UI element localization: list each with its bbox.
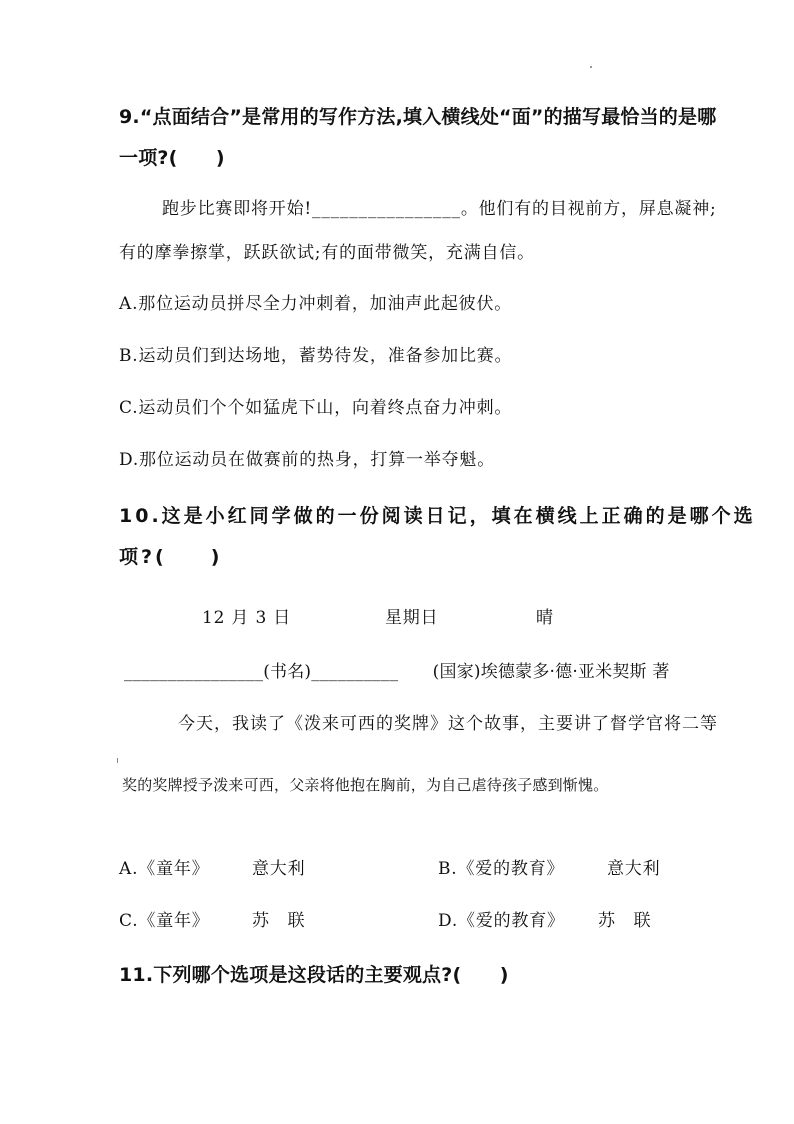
question-10-option-a-book: A.《童年》 [119,859,210,879]
question-10-title-line-1: 10.这是小红同学做的一份阅读日记，填在横线上正确的是哪个选 [119,505,756,527]
diary-weather: 晴 [536,608,554,628]
question-10-option-b-country: 意大利 [607,859,661,879]
question-10-option-d-country: 苏 联 [598,911,652,931]
question-11-title: 11.下列哪个选项是这段话的主要观点?( ) [119,964,509,986]
diary-date: 12 月 3 日 [202,608,292,628]
question-10-option-d-book: D.《爱的教育》 [438,911,565,931]
diary-weekday: 星期日 [385,608,439,628]
question-9-option-d: D.那位运动员在做赛前的热身，打算一举夺魁。 [119,450,496,470]
question-9-option-b: B.运动员们到达场地，蓄势待发，准备参加比赛。 [119,346,513,366]
diary-book-line: ________________(书名)__________ (国家)埃德蒙多·德·亚米契斯 著 [124,662,670,682]
diary-content-line-1: 今天，我读了《泼来可西的奖牌》这个故事，主要讲了督学官将二等 [178,714,718,734]
question-10-option-b-book: B.《爱的教育》 [438,859,565,879]
page-margin-mark [117,758,118,763]
question-9-passage-line-1: 跑步比赛即将开始!________________。他们有的目视前方，屏息凝神; [162,199,717,219]
question-10-option-c-book: C.《童年》 [119,911,210,931]
question-10-option-c-country: 苏 联 [252,911,306,931]
question-10-option-a-country: 意大利 [252,859,306,879]
question-10-title-line-2: 项?( ) [119,546,223,568]
diary-content-line-2: 奖的奖牌授予泼来可西，父亲将他抱在胸前，为自己虐待孩子感到惭愧。 [122,776,609,794]
question-9-title-line-2: 一项?( ) [119,147,225,169]
question-9-option-c: C.运动员们个个如猛虎下山，向着终点奋力冲刺。 [119,398,513,418]
question-9-option-a: A.那位运动员拼尽全力冲刺着，加油声此起彼伏。 [119,294,513,314]
page-speck [590,66,592,68]
question-9-passage-line-2: 有的摩拳擦掌，跃跃欲试;有的面带微笑，充满自信。 [119,243,535,263]
question-9-title-line-1: 9.“点面结合”是常用的写作方法,填入横线处“面”的描写最恰当的是哪 [119,106,717,128]
